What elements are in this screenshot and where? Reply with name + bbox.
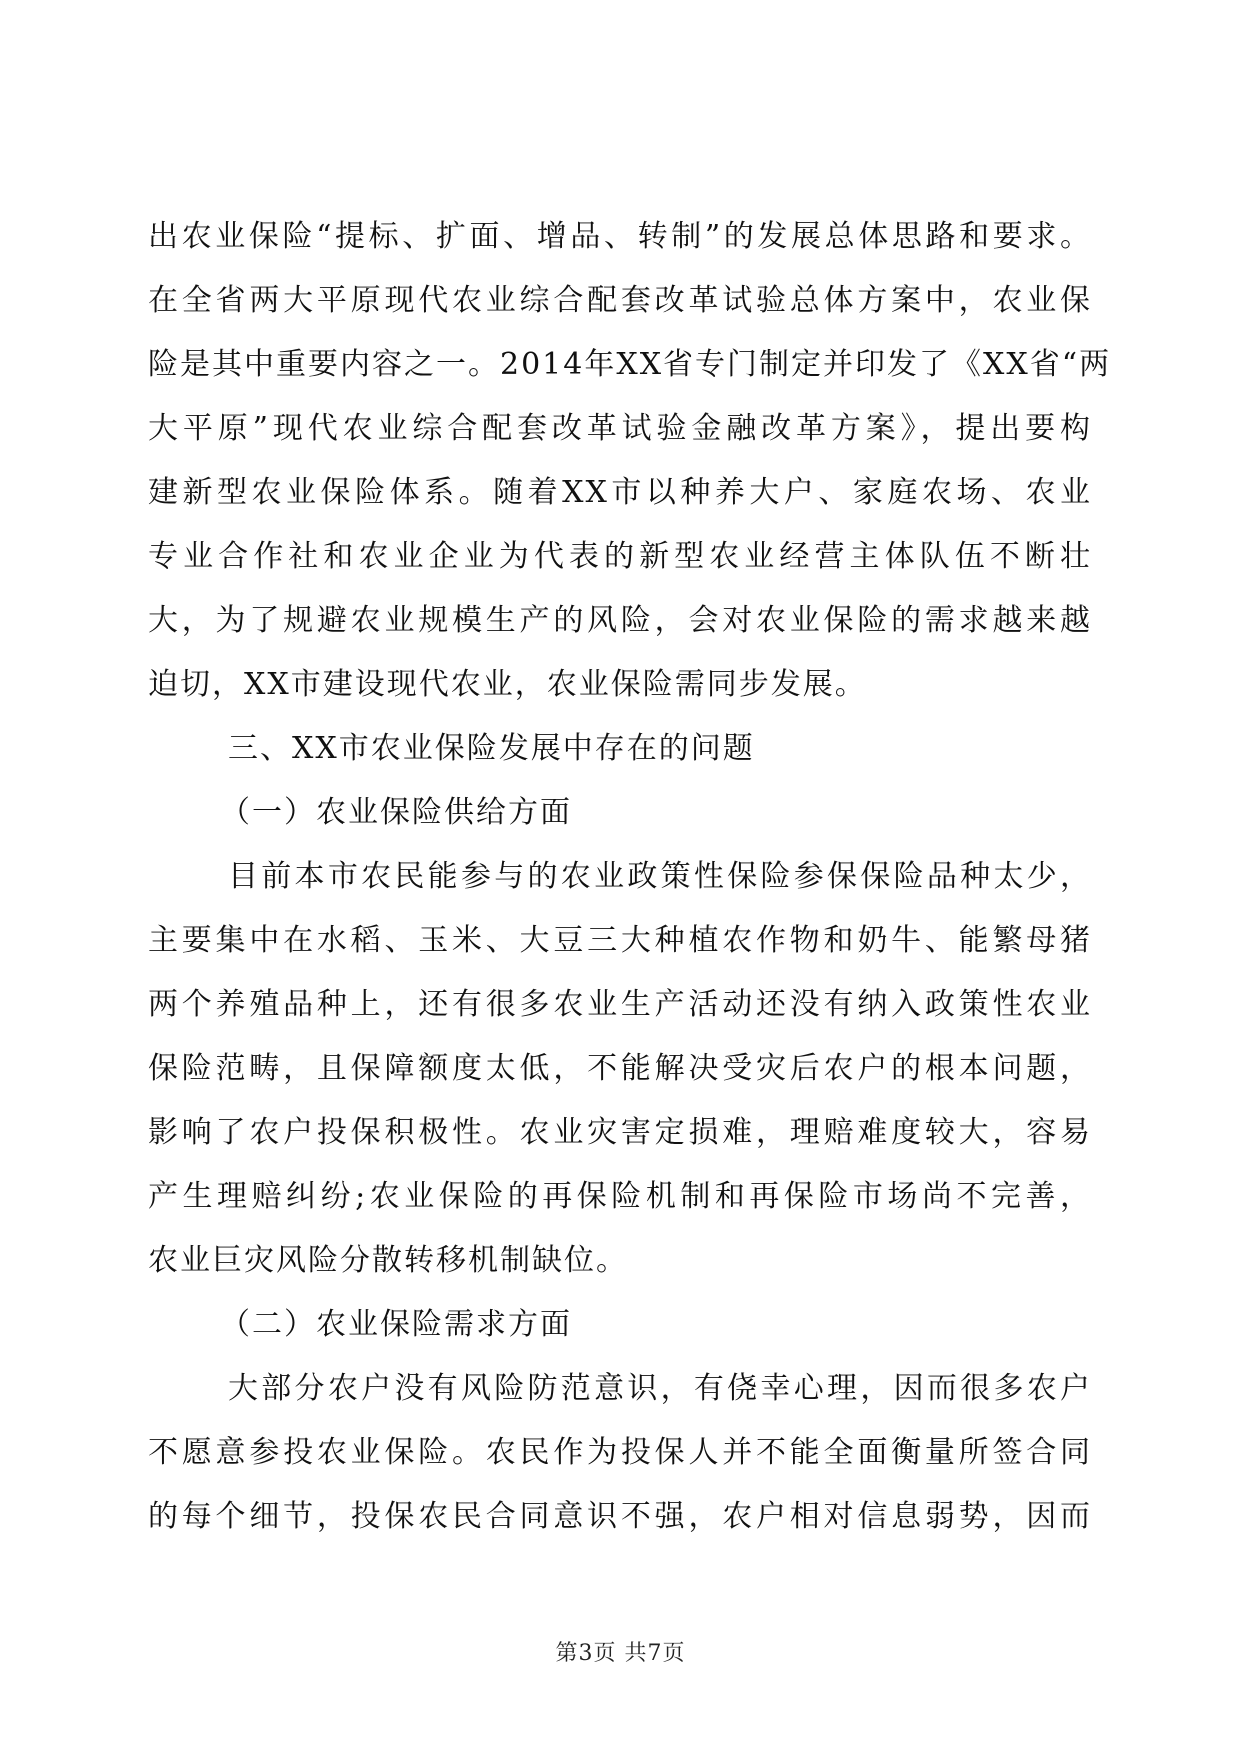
text-line: 不愿意参投农业保险。农民作为投保人并不能全面衡量所签合同 (148, 1435, 1092, 1470)
text-line: 的每个细节，投保农民合同意识不强，农户相对信息弱势，因而 (148, 1499, 1092, 1534)
text-line: 大平原”现代农业综合配套改革试验金融改革方案》，提出要构 (148, 411, 1092, 446)
text-line: 大部分农户没有风险防范意识，有侥幸心理，因而很多农户 (228, 1371, 1092, 1406)
text-line: 目前本市农民能参与的农业政策性保险参保保险品种太少， (228, 859, 1092, 894)
body-text (148, 205, 1112, 1549)
text-line: 建新型农业保险体系。随着XX市以种养大户、家庭农场、农业 (148, 475, 1092, 510)
text-line: 大，为了规避农业规模生产的风险，会对农业保险的需求越来越 (148, 603, 1092, 638)
text-line: 产生理赔纠纷;农业保险的再保险机制和再保险市场尚不完善， (148, 1179, 1092, 1214)
text-line: 两个养殖品种上，还有很多农业生产活动还没有纳入政策性农业 (148, 987, 1092, 1022)
text-line: 迫切，XX市建设现代农业，农业保险需同步发展。 (148, 667, 867, 702)
text-line: 专业合作社和农业企业为代表的新型农业经营主体队伍不断壮 (148, 539, 1092, 574)
text-line: 农业巨灾风险分散转移机制缺位。 (148, 1243, 628, 1278)
page-footer: 第3页 共7页 (555, 1641, 686, 1666)
text-line: 主要集中在水稻、玉米、大豆三大种植农作物和奶牛、能繁母猪 (148, 923, 1092, 958)
text-line: 出农业保险“提标、扩面、增品、转制”的发展总体思路和要求。 (148, 219, 1092, 254)
text-line: 影响了农户投保积极性。农业灾害定损难，理赔难度较大，容易 (148, 1115, 1092, 1150)
text-line: 在全省两大平原现代农业综合配套改革试验总体方案中，农业保 (148, 283, 1092, 318)
text-line: 保险范畴，且保障额度太低，不能解决受灾后农户的根本问题， (148, 1051, 1092, 1086)
text-line: 险是其中重要内容之一。2014年XX省专门制定并印发了《XX省“两 (148, 347, 1112, 382)
subsection-heading: （二）农业保险需求方面 (220, 1307, 572, 1342)
subsection-heading: （一）农业保险供给方面 (220, 795, 572, 830)
section-heading: 三、XX市农业保险发展中存在的问题 (228, 731, 755, 766)
